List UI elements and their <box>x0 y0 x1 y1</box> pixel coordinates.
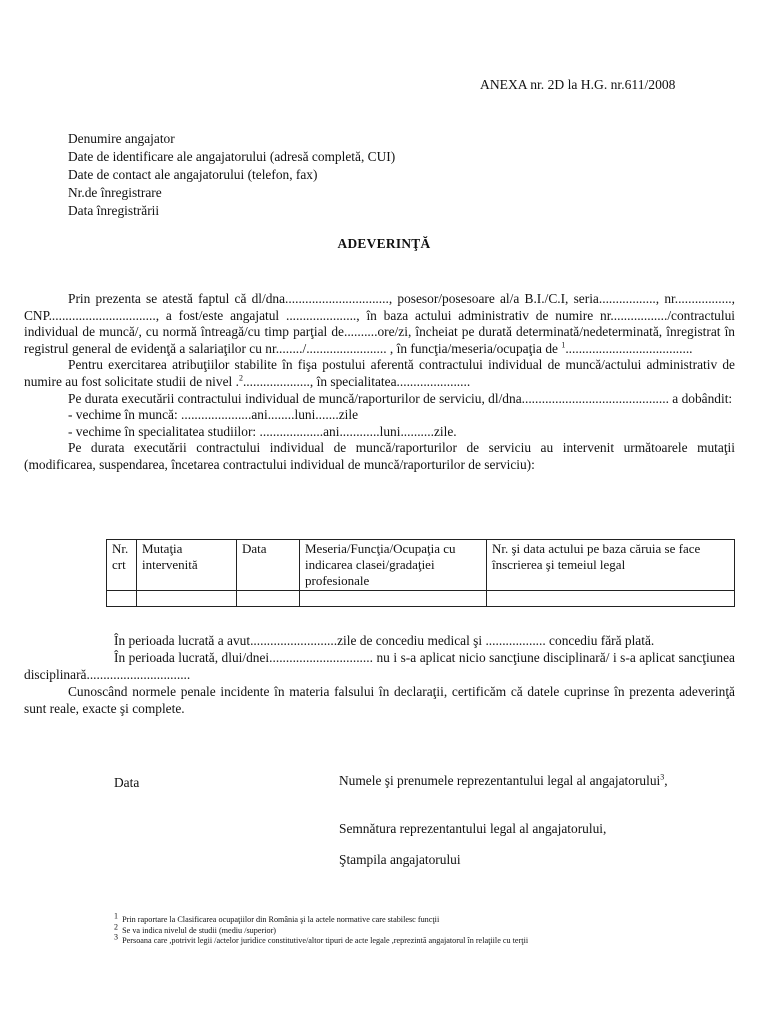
studies-paragraph: Pentru exercitarea atribuţiilor stabilite în fişa postului aferentă contractului individual de muncă/actului administrativ de numire au fost solicitate studii de nivel .$^2$...................., în specialitatea...................... <box>24 357 735 389</box>
footnote-2: $^2$ Se va indica nivelul de studii (mediu /superior) <box>114 921 277 935</box>
seniority-intro: Pe durata executării contractului individual de muncă/raporturilor de serviciu, dl/dna............................................ a dobândit: <box>68 390 733 406</box>
employer-contact-line: Date de contact ale angajatorului (telefon, fax) <box>68 167 318 182</box>
table-cell <box>237 591 300 607</box>
registration-date-line: Data înregistrării <box>68 203 160 218</box>
employment-paragraph: Prin prezenta se atestă faptul că dl/dna..............................., posesor/posesoare al/a B.I./C.I, seria................., nr................., CNP................................, a fost/este angajatul ....................., în baza actului administrativ de numire nr................./contractului individual de muncă/, cu normă întreagă/cu timp parţial de..........ore/zi, încheiat pe durată determinată/nedeterminată, înregistrat în registrul general de evidenţă a salariaţilor cu nr......../........................ , în funcţia/meseria/ocupaţia de $^1$...................................... <box>24 291 735 356</box>
table-row <box>107 591 735 607</box>
certificate-body <box>24 291 735 474</box>
signature-block <box>339 773 739 868</box>
medical-leave-paragraph: În perioada lucrată a avut..........................zile de concediu medical şi .................. concediu fără plată. <box>114 633 655 648</box>
col-mutation: Mutaţia intervenită <box>137 540 237 591</box>
table-cell <box>300 591 487 607</box>
mutations-table <box>106 539 735 607</box>
employer-name-line: Denumire angajator <box>68 131 175 146</box>
table-cell <box>487 591 735 607</box>
col-occupation: Meseria/Funcţia/Ocupaţia cu indicarea clasei/gradaţiei profesionale <box>300 540 487 591</box>
disciplinary-paragraph: În perioada lucrată, dlui/dnei............................... nu i s-a aplicat nicio sancţiune disciplinară/ i s-a aplicat sancţiunea disciplinară............................... <box>24 650 735 682</box>
employer-header <box>68 130 395 220</box>
employer-identification-line: Date de identificare ale angajatorului (adresă completă, CUI) <box>68 149 396 164</box>
col-date: Data <box>237 540 300 591</box>
table-header-row <box>107 540 735 591</box>
footnotes <box>114 911 529 947</box>
footnote-1: $^1$ Prin raportare la Clasificarea ocupaţiilor din România şi la actele normative care stabilesc funcţii <box>114 911 440 924</box>
table-cell <box>137 591 237 607</box>
representative-name-line: Numele şi prenumele reprezentantului legal al angajatorului$^3$, <box>339 772 668 788</box>
date-label: Data <box>114 775 140 790</box>
specialty-seniority-line: - vechime în specialitatea studiilor: ...................ani............luni..........zile. <box>68 423 457 439</box>
col-nr-crt: Nr. crt <box>107 540 137 591</box>
annex-reference: ANEXA nr. 2D la H.G. nr.611/2008 <box>480 77 676 92</box>
footnote-ref-2: 2 <box>238 373 243 383</box>
registration-number-line: Nr.de înregistrare <box>68 185 162 200</box>
col-legal-act: Nr. şi data actului pe baza căruia se face înscrierea şi temeiul legal <box>487 540 735 591</box>
footnote-ref-1: 1 <box>561 340 566 350</box>
stamp-line: Ştampila angajatorului <box>339 852 461 867</box>
table-cell <box>107 591 137 607</box>
mutations-intro: Pe durata executării contractului individual de muncă/raporturilor de serviciu au intervenit următoarele mutaţii (modificarea, suspendarea, încetarea contractului individual de muncă/raporturilor de serviciu): <box>24 440 735 472</box>
representative-signature-line: Semnătura reprezentantului legal al angajatorului, <box>339 821 607 836</box>
footnote-3: $^3$ Persoana care ,potrivit legii /actelor juridice constitutive/altor tipuri de acte legale ,reprezintă angajatorul în relaţiile cu terţii <box>114 932 529 946</box>
certification-paragraph: Cunoscând normele penale incidente în materia falsului în declaraţii, certificăm că datele cuprinse în prezenta adeverinţă sunt reale, exacte şi complete. <box>24 684 735 716</box>
work-seniority-line: - vechime în muncă: .....................ani........luni.......zile <box>68 407 359 423</box>
document-title: ADEVERINŢĂ <box>337 236 431 251</box>
footnote-ref-3: 3 <box>660 772 665 782</box>
period-section <box>24 632 735 717</box>
